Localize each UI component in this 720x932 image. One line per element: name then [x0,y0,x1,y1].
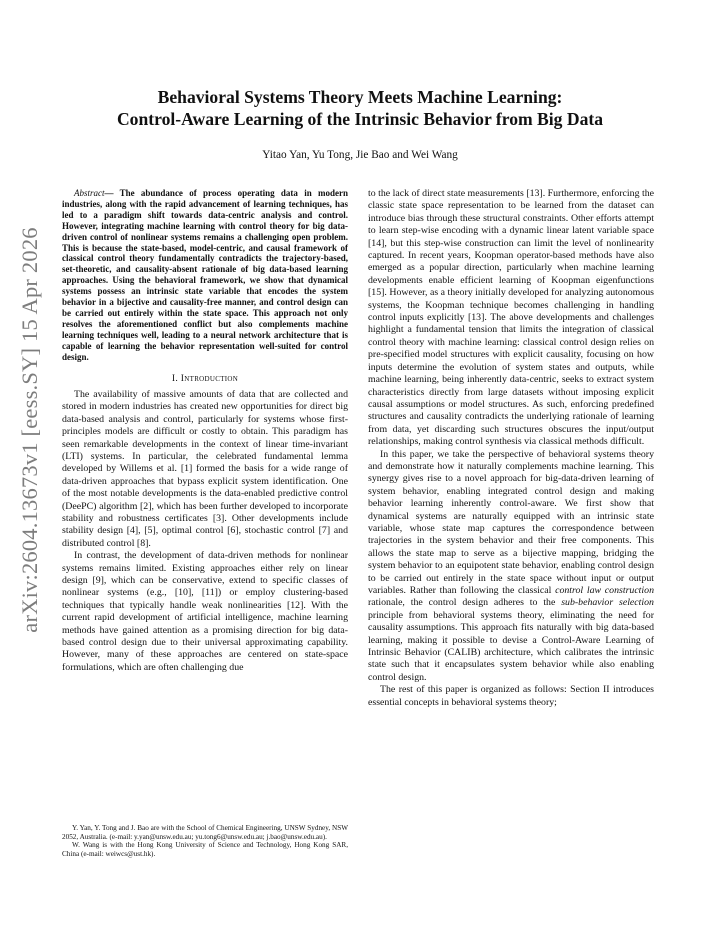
title-line-2: Control-Aware Learning of the Intrinsic Behavior from Big Data [116,109,604,129]
right-paragraph-3: The rest of this paper is organized as follows: Section II introduces essential concepts in behavioral systems theory; [368,684,654,708]
left-column [62,188,348,674]
section-heading-introduction: I. Introduction [171,372,239,384]
p2-text-c: principle from behavioral systems theory, eliminating the need for causality assumptions. This approach fits naturally with big data-based learning, making it possible to devise a Control-Aware Learning of Intrinsic Behavior (CALIB) architecture, which calibrates the intrinsic state such that it encapsulates system behavior while also enabling control design. [368,609,654,683]
intro-paragraph-2: In contrast, the development of data-driven methods for nonlinear systems remains limited. Existing approaches either rely on linear design [9], which can be conservative, extend to specific classes of nonlinear systems (e.g., [10], [11]) or employ clustering-based techniques that typically handle weak nonlinearities [12]. With the current rapid development of artificial intelligence, machine learning methods have gained attention as a promising direction for big data-based control design due to their universal approximating capability. However, many of these approaches are centered on state-space formulations, which are often challenging due [62,550,348,673]
author-list: Yitao Yan, Yu Tong, Jie Bao and Wei Wang [262,149,458,161]
right-column [368,188,654,709]
arxiv-side-label [10,200,50,660]
footnote-1: Y. Yan, Y. Tong and J. Bao are with the School of Chemical Engineering, UNSW Sydney, NSW 2052, Australia. (e-mail: y.yan@unsw.edu.au; yu.tong6@unsw.edu.au; j.bao@unsw.edu.au). [62,824,348,841]
abstract [62,188,348,363]
intro-paragraph-1: The availability of massive amounts of data that are collected and stored in modern industries has created new opportunities for direct big data-based analysis and control, particularly for systems whose first-principles models are difficult or costly to obtain. This paradigm has seen remarkable developments in the context of linear time-invariant (LTI) systems. In particular, the celebrated fundamental lemma developed by Willems et al. [1] formed the basis for a wide range of data-driven approaches that bypass explicit system identification. One of the most notable developments is the data-enabled predictive control (DeePC) algorithm [2], which has been further developed to incorporate stability and robustness certificates [3]. Other developments include stability design [4], [5], optimal control [6], stochastic control [7] and distributed control [8]. [62,388,348,549]
right-paragraph-1: to the lack of direct state measurements [13]. Furthermore, enforcing the classic state space representation to be learned from the dataset can introduce bias through these structural constraints. Other efforts attempt to learn step-wise encoding with a dynamic linear latent variable space [14], but this step-wise construction can limit the level of nonlinearity captured. In recent years, Koopman operator-based methods have also emerged as a popular direction, particularly when machine learning developments enable efficient learning of Koopman eigenfunctions [15]. However, as a theory initially developed for analyzing autonomous systems, the Koopman technique becomes challenging in handling control inputs explicitly [13]. The above developments and challenges highlight a fundamental tension that limits the integration of classical control theory with machine learning: classical control design relies on pre-specified model structures with explicit causality, focusing on how inputs determine the evolution of system states and outputs, while machine learning, being inherently data-centric, seeks to extract system characteristics directly from large datasets without imposing explicit causal assumptions or model structures. As such, enforcing predefined structures and causality contradicts the underlying rationale of learning from data, yet discarding such structures obscures the input/output relationships, making control synthesis via classical methods difficult. [368,188,654,448]
paper-title [60,86,660,130]
arxiv-identifier: arXiv:2604.13673v1 [eess.SY] 15 Apr 2026 [17,227,42,633]
abstract-text: — The abundance of process operating data in modern industries, along with the rapid advancement of learning techniques, has led to a paradigm shift towards data-centric analysis and control. However, integrating machine learning with control theory for big data-driven control of nonlinear systems remains a challenging open problem. This is because the state-based, model-centric, and causal framework of classical control theory fundamentally contradicts the trajectory-based, set-theoretic, and causality-absent rationale of big data-based learning approaches. Using the behavioral framework, we show that dynamical systems possess an intrinsic state variable that encodes the system behavior in a bijective and causality-free manner, and control design can be carried out entirely within the state space. This approach not only resolves the aforementioned conflict but also complements machine learning techniques well, leading to a neural network architecture that is capable of learning the behavior representation well-suited for control design. [62,188,348,362]
p2-emphasis-2: sub-behavior selection [561,597,654,609]
title-line-1: Behavioral Systems Theory Meets Machine Learning: [157,87,563,107]
p2-emphasis-1: control law construction [555,585,654,596]
right-paragraph-2 [368,449,654,685]
abstract-label: Abstract [74,188,105,198]
p2-text-b: rationale, the control design adheres to the [368,597,562,609]
footnote-2: W. Wang is with the Hong Kong University of Science and Technology, Hong Kong SAR, China (e-mail: weiwcs@ust.hk). [62,841,348,858]
affiliation-footnote [62,824,348,858]
p2-text-a: In this paper, we take the perspective of behavioral systems theory and demonstrate how it naturally complements machine learning. This synergy gives rise to a novel approach for big-data-driven learning of system behavior, enabling integrated control design and making behavior learning inherently control-aware. We first show that dynamical systems are naturally equipped with an intrinsic state variable, whose state map captures the correspondence between trajectories in the system behavior and their free components. This allows the state map to serve as a bijective mapping, bridging the system behavior to an equipotent state behavior, enabling control design to be carried out entirely in the state space without input or output variables. Rather than following the classical [368,448,654,596]
